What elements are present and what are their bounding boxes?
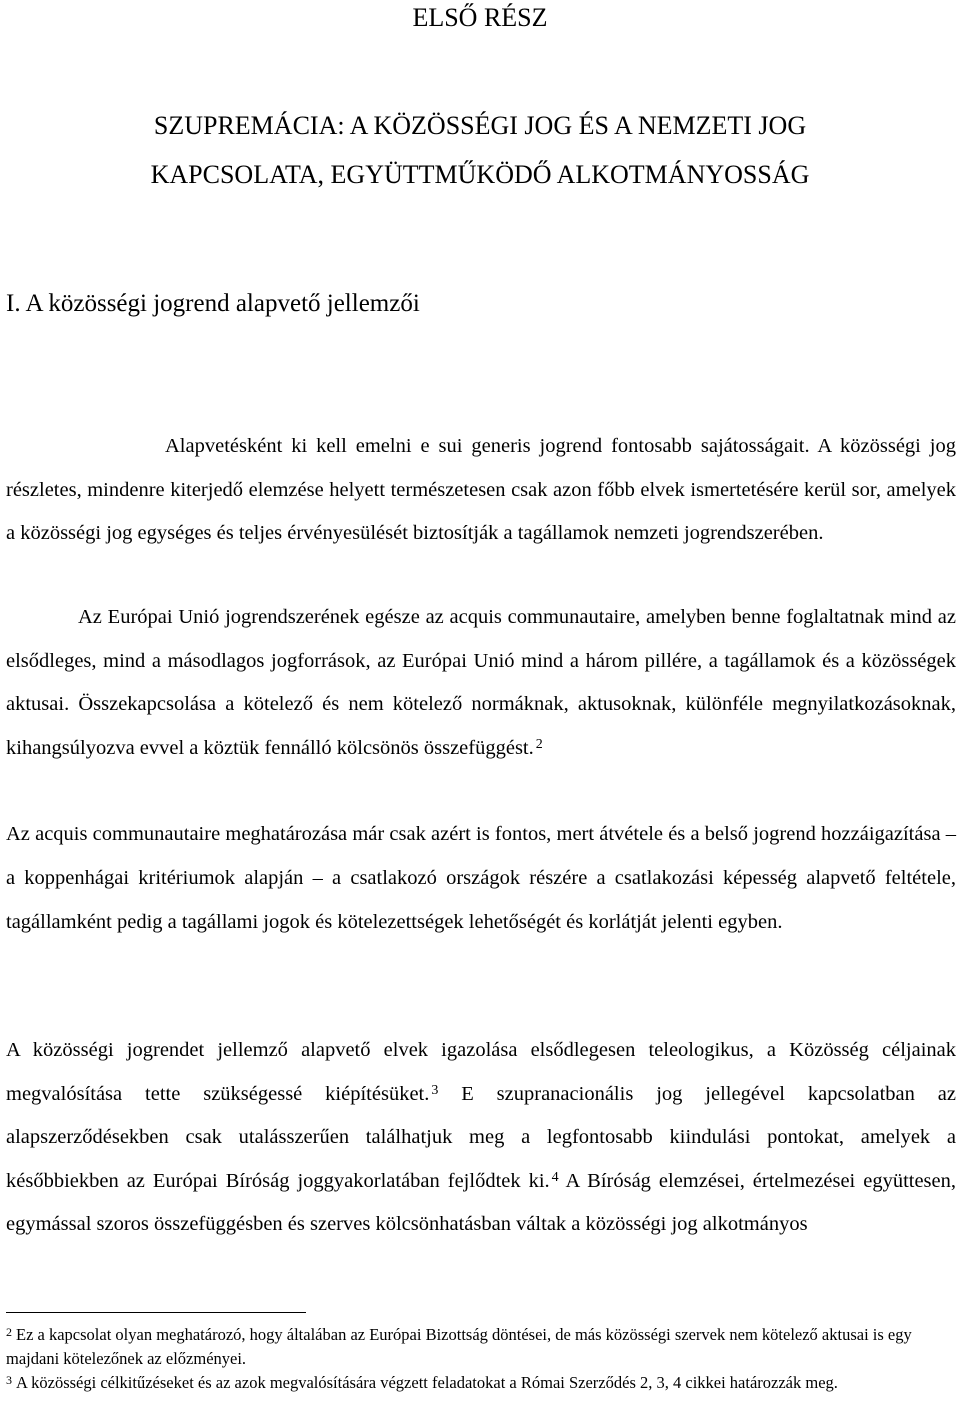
paragraph-4-text-c: A Bíróság elemzései, értelmezései együttesen, egymással szoros összefüggésben és szerves kölcsönhatásban váltak a közösségi jog alkotmányos bbox=[6, 1169, 957, 1235]
paragraph-2-text: Az Európai Unió jogrendszerének egésze az acquis communautaire, amelyben benne foglaltatnak mind az elsődleges, mind a másodlagos jogforrások, az Európai Unió mind a három pillére, a tagállamok és a közösségek aktusai. Összekapcsolása a kötelező és nem kötelező normáknak, aktusoknak, különféle megnyilatkozásoknak, kihangsúlyozva evvel a köztük fennálló kölcsönös összefüggést. bbox=[6, 606, 956, 759]
main-title-line-2: KAPCSOLATA, EGYÜTTMŰKÖDŐ ALKOTMÁNYOSSÁG bbox=[150, 160, 810, 189]
footnote-2 bbox=[6, 1323, 956, 1371]
footnote-3-number: 3 bbox=[6, 1373, 12, 1387]
footnote-ref-2[interactable]: 2 bbox=[535, 736, 543, 752]
footnote-ref-3[interactable]: 3 bbox=[431, 1082, 439, 1098]
main-title bbox=[0, 101, 960, 199]
footnote-3-text: A közösségi célkitűzéseket és az azok megvalósítására végzett feladatokat a Római Szerződés 2, 3, 4 cikkei határozzák meg. bbox=[16, 1373, 838, 1392]
footnote-ref-4[interactable]: 4 bbox=[551, 1169, 559, 1185]
section-heading: I. A közösségi jogrend alapvető jellemzői bbox=[6, 290, 420, 317]
paragraph-3-block bbox=[6, 812, 956, 944]
footnotes bbox=[6, 1323, 956, 1395]
footnote-2-number: 2 bbox=[6, 1325, 12, 1339]
footnote-3 bbox=[6, 1371, 956, 1395]
part-title: ELSŐ RÉSZ bbox=[412, 3, 548, 32]
paragraph-1: Alapvetésként ki kell emelni e sui generis jogrend fontosabb sajátosságait. A közösségi jog részletes, mindenre kiterjedő elemzése helyett természetesen csak azon főbb elvek ismertetésére kerül sor, amelyek a közösségi jog egységes és teljes érvényesülését biztosítják a tagállamok nemzeti jogrendszerében. bbox=[6, 435, 956, 544]
paragraph-4 bbox=[6, 1029, 956, 1247]
paragraph-4-text-a: A közösségi jogrendet jellemző alapvető elvek igazolása elsődlegesen teleologikus, a Közösség céljainak megvalósítása tette szükségessé kiépítésüket. bbox=[6, 1039, 956, 1105]
main-title-line-1: SZUPREMÁCIA: A KÖZÖSSÉGI JOG ÉS A NEMZETI JOG bbox=[153, 111, 807, 140]
paragraph-1-block bbox=[6, 425, 956, 556]
paragraph-2-block bbox=[6, 596, 956, 770]
paragraph-4-block bbox=[6, 1029, 956, 1247]
footnote-2-text: Ez a kapcsolat olyan meghatározó, hogy általában az Európai Bizottság döntései, de más közösségi szervek nem kötelező aktusai is egy majdani kötelezőnek az előzményei. bbox=[6, 1325, 912, 1368]
paragraph-3: Az acquis communautaire meghatározása már csak azért is fontos, mert átvétele és a belső jogrend hozzáigazítása – a koppenhágai kritériumok alapján – a csatlakozó országok részére a csatlakozási képesség alapvető feltétele, tagállamként pedig a tagállami jogok és kötelezettségek lehetőségét és korlátját jelenti egyben. bbox=[6, 823, 956, 933]
paragraph-2 bbox=[6, 596, 956, 770]
paragraph-4-text-b: E szupranacionális jog jellegével kapcsolatban az alapszerződésekben csak utalásszerűen találhatjuk meg a legfontosabb kiindulási pontokat, amelyek a későbbiekben az Európai Bíróság joggyakorlatában fejlődtek ki. bbox=[6, 1082, 956, 1192]
footnote-separator bbox=[6, 1312, 306, 1313]
